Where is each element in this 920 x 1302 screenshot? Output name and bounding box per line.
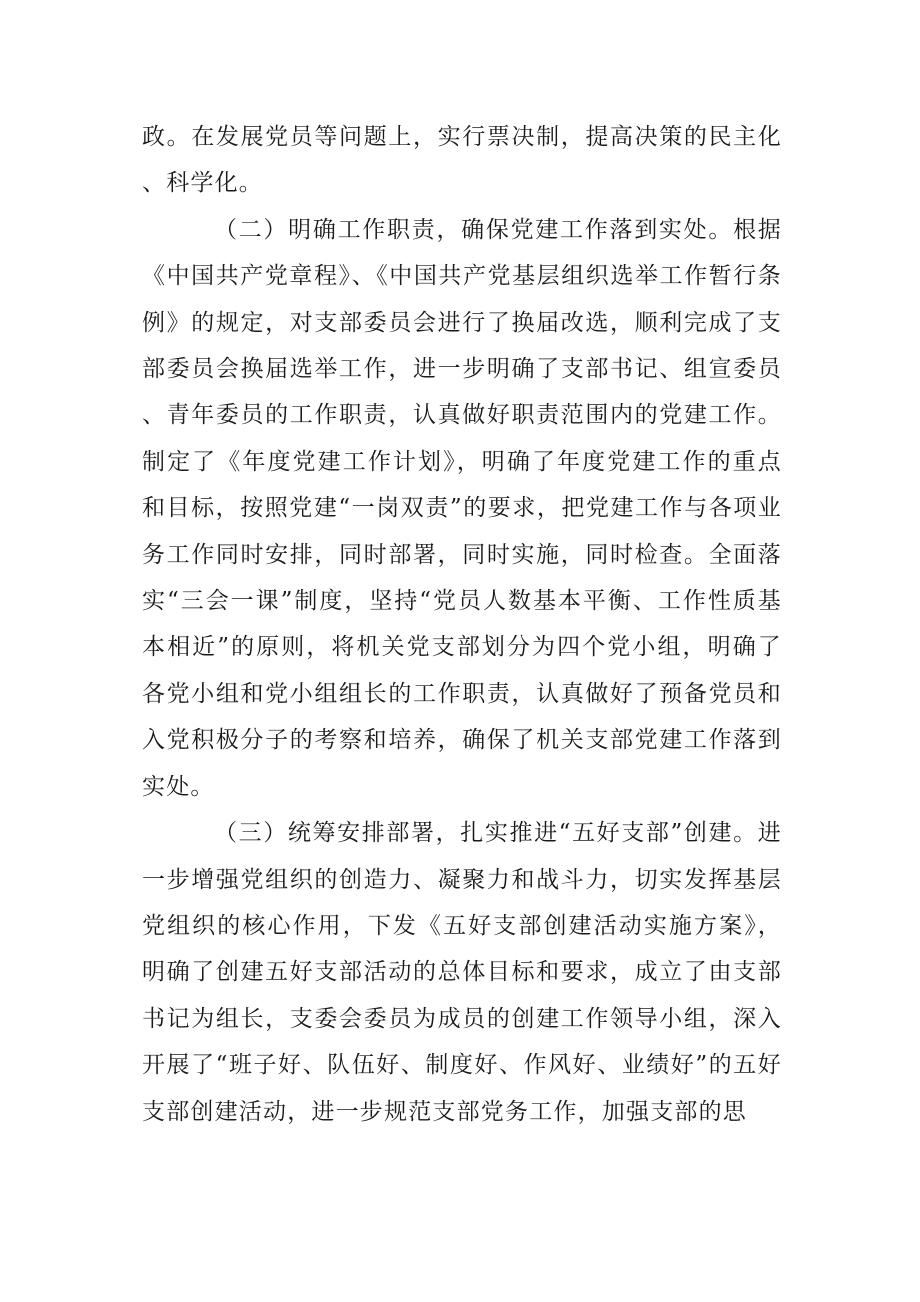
paragraph-continuation: 政。在发展党员等问题上，实行票决制，提高决策的民主化、科学化。: [142, 124, 782, 197]
document-body: [142, 114, 782, 1135]
paragraph-five-good-branch: （三）统筹安排部署，扎实推进“五好支部”创建。进一步增强党组织的创造力、凝聚力和战斗力，切实发挥基层党组织的核心作用，下发《五好支部创建活动实施方案》，明确了创建五好支部活动的总体目标和要求，成立了由支部书记为组长，支委会委员为成员的创建工作领导小组，深入开展了“班子好、队伍好、制度好、作风好、业绩好”的五好支部创建活动，进一步规范支部党务工作，加强支部的思: [142, 820, 782, 1125]
paragraph-work-duties: （二）明确工作职责，确保党建工作落到实处。根据《中国共产党章程》、《中国共产党基层组织选举工作暂行条例》的规定，对支部委员会进行了换届改选，顺利完成了支部委员会换届选举工作，进一步明确了支部书记、组宣委员、青年委员的工作职责，认真做好职责范围内的党建工作。制定了《年度党建工作计划》，明确了年度党建工作的重点和目标，按照党建“一岗双责”的要求，把党建工作与各项业务工作同时安排，同时部署，同时实施，同时检查。全面落实“三会一课”制度，坚持“党员人数基本平衡、工作性质基本相近”的原则，将机关党支部划分为四个党小组，明确了各党小组和党小组组长的工作职责，认真做好了预备党员和入党积极分子的考察和培养，确保了机关支部党建工作落到实处。: [142, 216, 782, 800]
